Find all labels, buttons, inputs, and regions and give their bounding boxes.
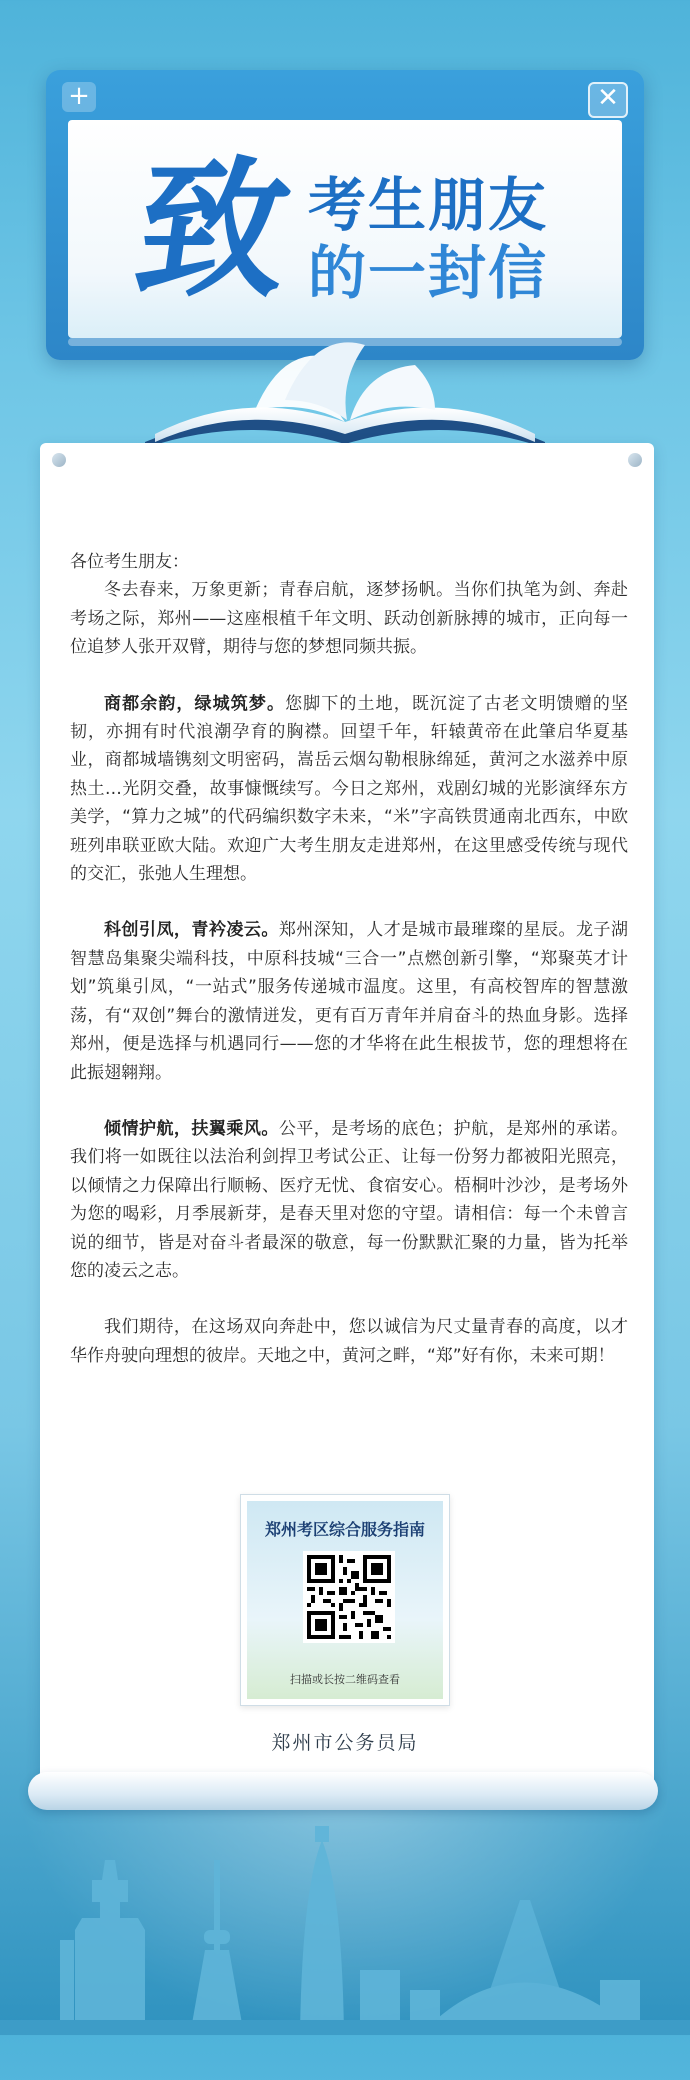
letter-paragraph-3 bbox=[70, 916, 628, 1086]
paragraph-heading: 倾情护航，扶翼乘风。 bbox=[104, 1118, 279, 1139]
paragraph-text: 公平，是考场的底色；护航，是郑州的承诺。我们将一如既往以法治利剑捍卫考试公正、让每一份努力都被阳光照亮，以倾情之力保障出行顺畅、医疗无忧、食宿安心。梧桐叶沙沙，是考场外为您的喝彩，月季展新芽，是春天里对您的守望。请相信：每一个未曾言说的细节，皆是对奋斗者最深的敬意，每一份默默汇聚的力量，皆为托举您的凌云之志。 bbox=[70, 1118, 628, 1281]
letter-paragraph-2 bbox=[70, 690, 628, 889]
header-big-char: 致 bbox=[125, 142, 301, 318]
plus-icon: + bbox=[62, 82, 96, 112]
paragraph-heading: 科创引凤，青衿凌云。 bbox=[104, 920, 279, 941]
close-icon: ✕ bbox=[588, 82, 628, 118]
letter-greeting: 各位考生朋友： bbox=[70, 552, 189, 572]
qr-card-panel bbox=[247, 1501, 443, 1699]
qr-hint: 扫描或长按二维码查看 bbox=[290, 1673, 400, 1686]
city-skyline-icon bbox=[0, 1820, 690, 2035]
letter-body bbox=[70, 548, 628, 1370]
paragraph-text: 郑州深知，人才是城市最璀璨的星辰。龙子湖智慧岛集聚尖端科技，中原科技城“三合一”点燃创新引擎，“郑聚英才计划”筑巢引凤，“一站式”服务传递城市温度。这里，有高校智库的智慧激荡，有“双创”舞台的激情迸发，更有百万青年并肩奋斗的热血身影。选择郑州，便是选择与机遇同行——您的才华将在此生根拔节，您的理想将在此振翅翱翔。 bbox=[70, 920, 628, 1083]
letter-paragraph-1: 冬去春来，万象更新；青春启航，逐梦扬帆。当你们执笔为剑、奔赴考场之际，郑州——这座根植千年文明、跃动创新脉搏的城市，正向每一位追梦人张开双臂，期待与您的梦想同频共振。 bbox=[70, 580, 628, 658]
paragraph-text: 您脚下的土地，既沉淀了古老文明馈赠的坚韧，亦拥有时代浪潮孕育的胸襟。回望千年，轩辕黄帝在此肇启华夏基业，商都城墙镌刻文明密码，嵩岳云烟勾勒根脉绵延，黄河之水滋养中原热土…光阴交叠，故事慷慨续写。今日之郑州，戏剧幻城的光影演绎东方美学，“算力之城”的代码编织数字未来，“米”字高铁贯通南北西东，中欧班列串联亚欧大陆。欢迎广大考生朋友走进郑州，在这里感受传统与现代的交汇，张弛人生理想。 bbox=[70, 693, 629, 885]
qr-title: 郑州考区综合服务指南 bbox=[264, 1520, 425, 1539]
qr-code-icon[interactable] bbox=[303, 1551, 395, 1643]
letter-paragraph-4 bbox=[70, 1115, 628, 1285]
signature: 郑州市公务员局 bbox=[271, 1732, 419, 1754]
scroll-roll bbox=[28, 1772, 658, 1810]
pin-icon bbox=[52, 453, 66, 467]
letter-paragraph-5: 我们期待，在这场双向奔赴中，您以诚信为尺丈量青春的高度，以才华作舟驶向理想的彼岸。天地之中，黄河之畔，“郑”好有你，未来可期！ bbox=[70, 1317, 628, 1366]
header-title-line1: 考生朋友 bbox=[308, 171, 549, 239]
header-panel bbox=[68, 120, 622, 338]
paragraph-heading: 商都余韵，绿城筑梦。 bbox=[104, 693, 286, 714]
qr-card[interactable] bbox=[240, 1494, 450, 1706]
pin-icon bbox=[628, 453, 642, 467]
header-title-line2: 的一封信 bbox=[308, 239, 549, 307]
open-book-icon bbox=[135, 330, 555, 450]
header-window bbox=[46, 70, 644, 360]
